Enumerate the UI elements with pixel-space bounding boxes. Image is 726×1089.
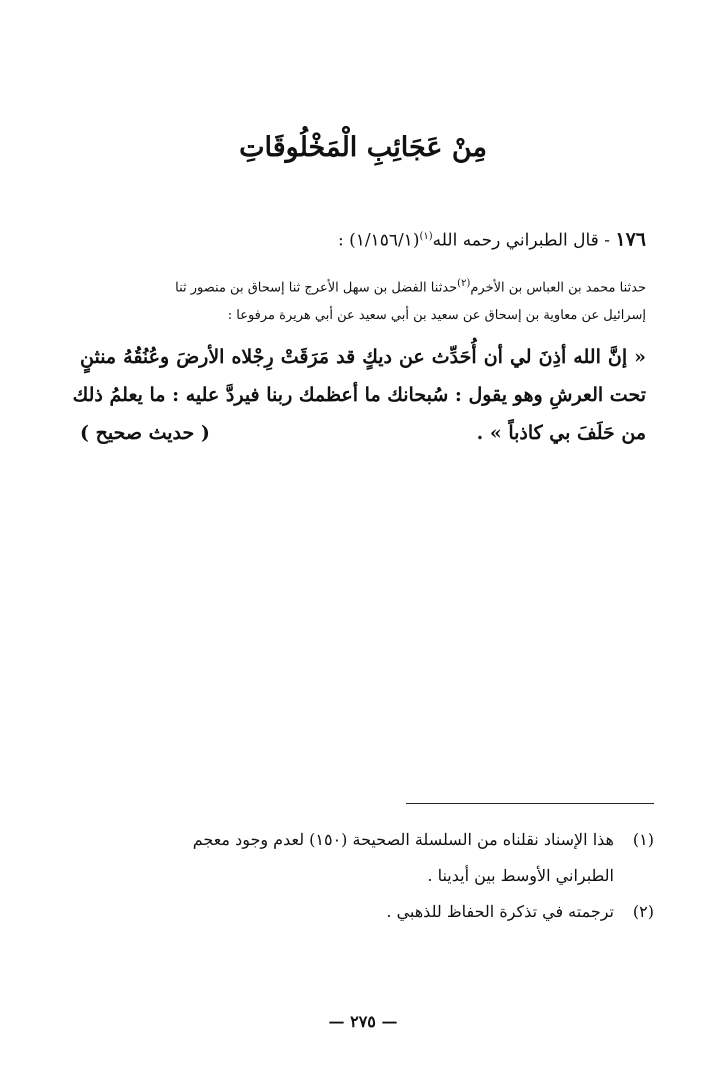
hadith-dash: - [598,230,616,251]
matn-line-3 [80,414,646,452]
footnote-1-line-1: هذا الإسناد نقلناه من السلسلة الصحيحة (١٥٠) لعدم وجود معجم [192,830,614,849]
isnad-line-1 [80,270,646,302]
hadith-grade: ( حديث صحيح ) [80,422,210,444]
isnad-text [80,270,646,330]
hadith-number: ١٧٦ [615,228,646,251]
hadith-intro: قال الطبراني رحمه الله [432,230,599,251]
chapter-heading: مِنْ عَجَائِبِ الْمَخْلُوقَاتِ [239,132,487,163]
footnote-1 [100,822,654,894]
matn-text [72,338,646,452]
isnad-line-2: إسرائيل عن معاوية بن إسحاق عن سعيد بن أبي سعيد عن أبي هريرة مرفوعا : [227,308,646,324]
isnad-line-1-part-a: حدثنا محمد بن العباس بن الأخرم [470,280,646,296]
matn-line-2: تحت العرشِ وهو يقول : سُبحانك ما أعظمك ربنا فيردَّ عليه : ما يعلمُ ذلك [72,384,646,406]
matn-line-3-text: من حَلَفَ بي كاذباً » . [476,422,646,444]
footnotes [100,822,654,930]
footnote-ref-1: (١) [419,231,433,242]
footnote-2-line-1: ترجمته في تذكرة الحفاظ للذهبي . [386,902,614,921]
footnote-divider [406,803,654,804]
footnote-1-text [100,822,614,894]
isnad-line-1-part-b: حدثنا الفضل بن سهل الأعرج ثنا إسحاق بن منصور ثنا [175,280,458,296]
footnote-ref-2: (٢) [457,278,471,289]
footnote-2-mark: (٢) [632,902,654,921]
matn-line-1: « إنَّ الله أذِنَ لي أن أُحَدِّث عن ديكٍ قد مَرَقَتْ رِجْلاه الأرضَ وعُنُقُهُ منثنٍ [80,346,646,368]
footnote-1-line-2: الطبراني الأوسط بين أيدينا . [427,866,614,885]
source-reference: (١/١٥٦/١) : [337,230,420,251]
footnote-1-mark: (١) [632,830,654,849]
footnote-2 [100,894,654,930]
footnote-2-text [100,894,614,930]
hadith-header [80,222,646,256]
page-number: — ٢٧٥ — [328,1012,398,1031]
